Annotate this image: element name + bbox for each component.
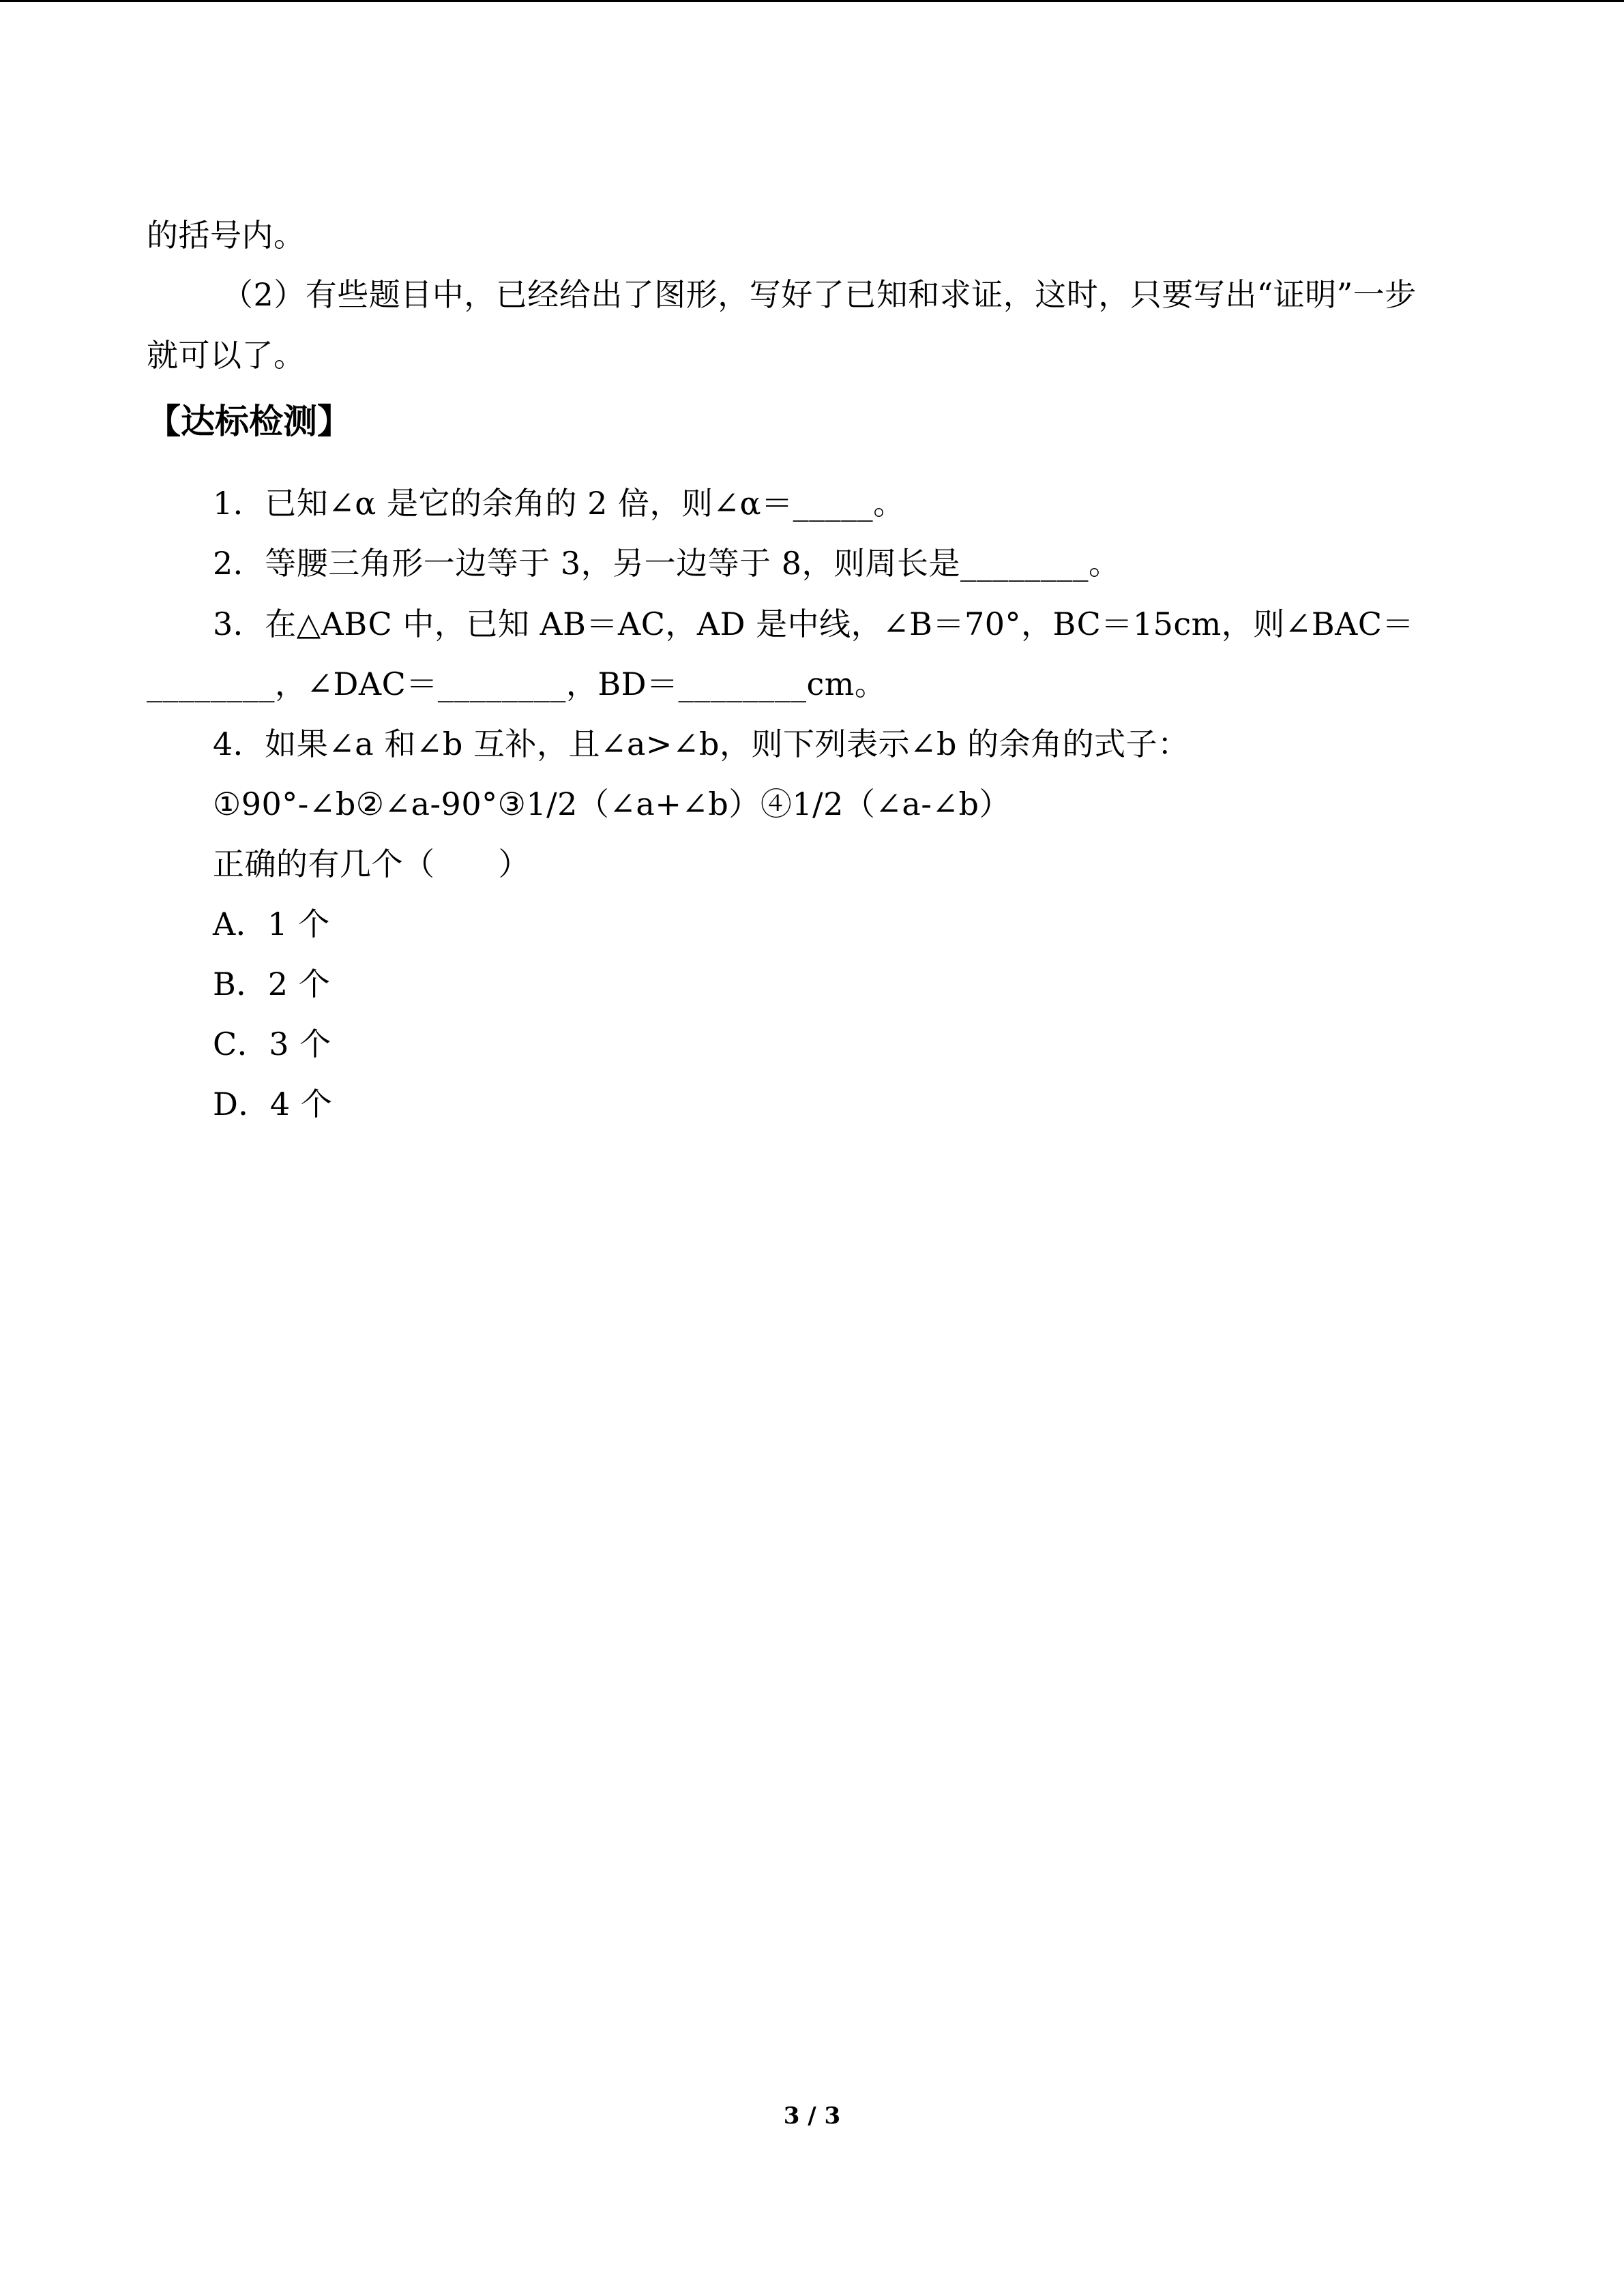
question-3-line-2: ________，∠DAC＝________，BD＝________cm。 [147, 666, 887, 702]
question-1: 1．已知∠α 是它的余角的 2 倍，则∠α＝_____。 [213, 485, 905, 522]
option-a: A．1 个 [213, 906, 330, 942]
notes-line-1: 的括号内。 [147, 217, 306, 254]
notes-line-3: 就可以了。 [147, 337, 306, 374]
option-d: D．4 个 [213, 1086, 333, 1122]
option-b: B．2 个 [213, 966, 331, 1002]
page-top-border [0, 0, 1624, 2]
section-heading: 【达标检测】 [147, 402, 351, 441]
question-2: 2．等腰三角形一边等于 3，另一边等于 8，则周长是________。 [213, 545, 1121, 582]
question-4-formulas: ①90°-∠b②∠a-90°③1/2（∠a+∠b）④1/2（∠a-∠b） [213, 786, 1011, 822]
notes-line-2: （2）有些题目中，已经给出了图形，写好了已知和求证，这时，只要写出“证明”一步 [222, 276, 1417, 313]
page-number: 3 / 3 [783, 2102, 841, 2130]
option-c: C．3 个 [213, 1026, 331, 1062]
question-4-line-1: 4．如果∠a 和∠b 互补，且∠a>∠b，则下列表示∠b 的余角的式子： [213, 726, 1190, 762]
question-4-prompt: 正确的有几个（ ） [213, 846, 530, 882]
question-3-line-1: 3．在△ABC 中，已知 AB＝AC，AD 是中线，∠B＝70°，BC＝15cm，则∠BAC＝ [213, 606, 1415, 642]
